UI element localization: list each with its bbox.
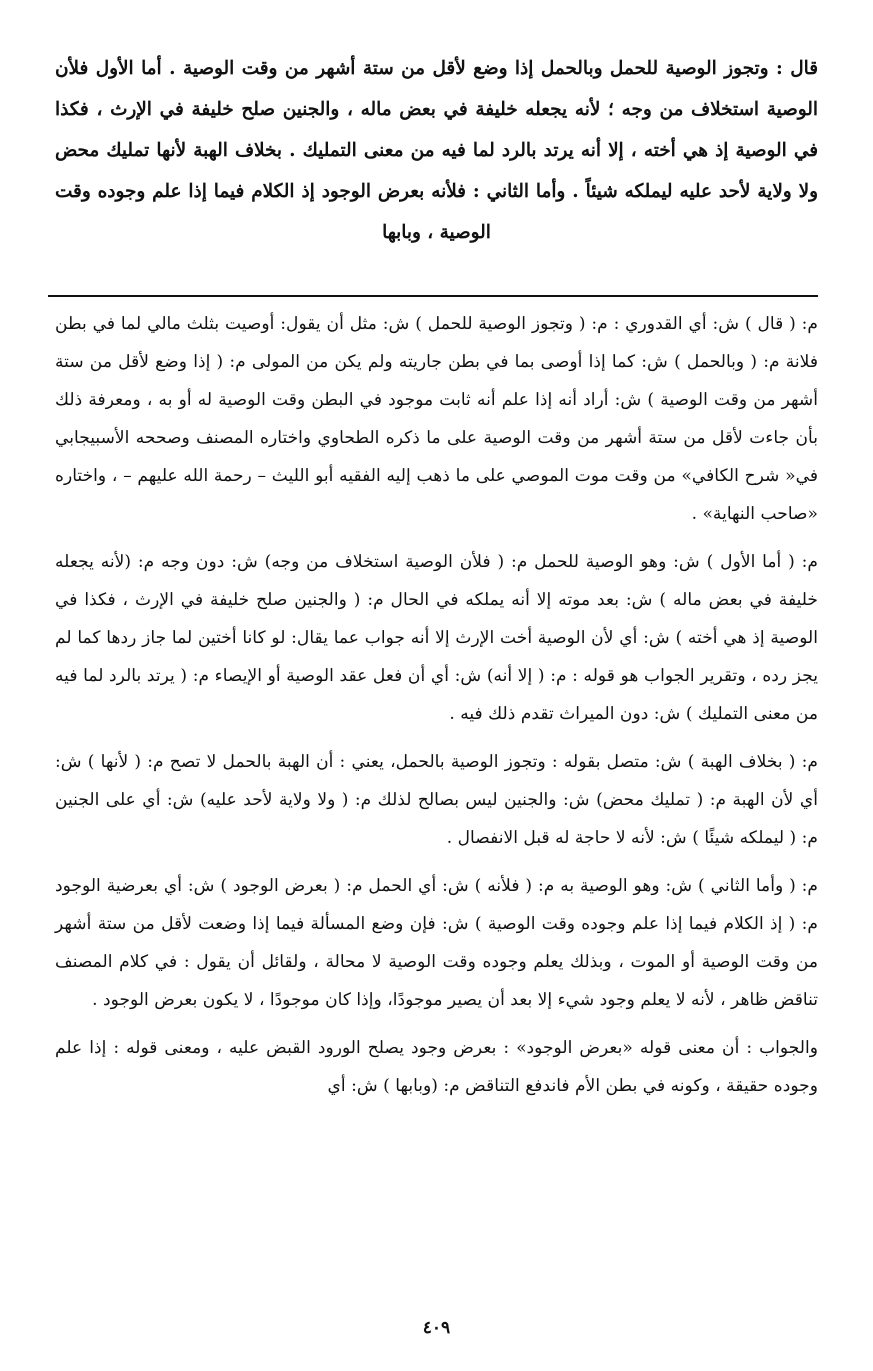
main-text: قال : وتجوز الوصية للحمل وبالحمل إذا وضع لأقل من ستة أشهر من وقت الوصية . أما الأول فلأن الوصية استخلاف من وجه ؛ لأنه يجعله خليفة في بعض ماله ، والجنين صلح خليفة في الإرث ، فكذا في الوصية إذ هي أخته ، إلا أنه يرتد بالرد لما فيه من معنى التمليك . بخلاف الهبة لأنها تمليك محض ولا ولاية لأحد عليه ليملكه شيئاً . وأما الثاني : فلأنه بعرض الوجود إذ الكلام فيما إذا علم وجوده وقت الوصية ، وبابها (55, 58, 818, 243)
separator-line (48, 295, 818, 297)
commentary-paragraph: م: ( أما الأول ) ش: وهو الوصية للحمل م: ( فلأن الوصية استخلاف من وجه) ش: دون وجه م: (لأنه يجعله خليفة في بعض ماله ) ش: بعد موته إلا أنه يملكه في الحال م: ( والجنين صلح خليفة في الإرث ، فكذا في الوصية إذ هي أخته ) ش: أي لأن الوصية أخت الإرث إلا أنه جواب عما يقال: لو كانا أختين لما جاز ردها كما لم يجز رده ، وتقرير الجواب هو قوله : م: ( إلا أنه) ش: أي أن فعل عقد الوصية أو الإيصاء م: ( يرتد بالرد لما فيه من معنى التمليك ) ش: دون الميراث تقدم ذلك فيه . (55, 552, 818, 724)
commentary (55, 305, 818, 1105)
commentary-paragraph: م: ( بخلاف الهبة ) ش: متصل بقوله : وتجوز الوصية بالحمل، يعني : أن الهبة بالحمل لا تصح م: ( لأنها ) ش: أي لأن الهبة م: ( تمليك محض) ش: والجنين ليس بصالح لذلك م: ( ولا ولاية لأحد عليه) ش: أي على الجنين م: ( ليملكه شيئًا ) ش: لأنه لا حاجة له قبل الانفصال . (55, 752, 818, 848)
commentary-paragraph: م: ( وأما الثاني ) ش: وهو الوصية به م: ( فلأنه ) ش: أي الحمل م: ( بعرض الوجود ) ش: أي بعرضية الوجود م: ( إذ الكلام فيما إذا علم وجوده وقت الوصية ) ش: فإن وضع المسألة فيما إذا وضعت لأقل من ستة أشهر من وقت الوصية أو الموت ، وبذلك يعلم وجوده وقت الوصية لا محالة ، ولقائل أن يقول : في كلام المصنف تناقض ظاهر ، لأنه لا يعلم وجود شيء إلا بعد أن يصير موجودًا، وإذا كان موجودًا ، لا يكون بعرض الوجود . (55, 876, 818, 1010)
commentary-paragraph: والجواب : أن معنى قوله «بعرض الوجود» : بعرض وجود يصلح الورود القبض عليه ، ومعنى قوله : إذا علم وجوده حقيقة ، وكونه في بطن الأم فاندفع التناقض م: (وبابها ) ش: أي (55, 1038, 818, 1096)
page-number: ٤٠٩ (422, 1318, 451, 1338)
commentary-paragraph: م: ( قال ) ش: أي القدوري : م: ( وتجوز الوصية للحمل ) ش: مثل أن يقول: أوصيت بثلث مالي لما في بطن فلانة م: ( وبالحمل ) ش: كما إذا أوصى بما في بطن جاريته ولم يكن من المولى م: ( إذا وضع لأقل من ستة أشهر من وقت الوصية ) ش: أراد أنه إذا علم أنه ثابت موجود في البطن وقت الوصية له أو به ، ومعرفة ذلك بأن جاءت لأقل من ستة أشهر من وقت الوصية على ما ذكره الطحاوي واختاره المصنف وصححه الأسبيجابي في« شرح الكافي» من وقت موت الموصي على ما ذهب إليه الفقيه أبو الليث – رحمة الله عليهم – ، واختاره «صاحب النهاية» . (55, 314, 818, 524)
book-page (55, 48, 818, 1371)
